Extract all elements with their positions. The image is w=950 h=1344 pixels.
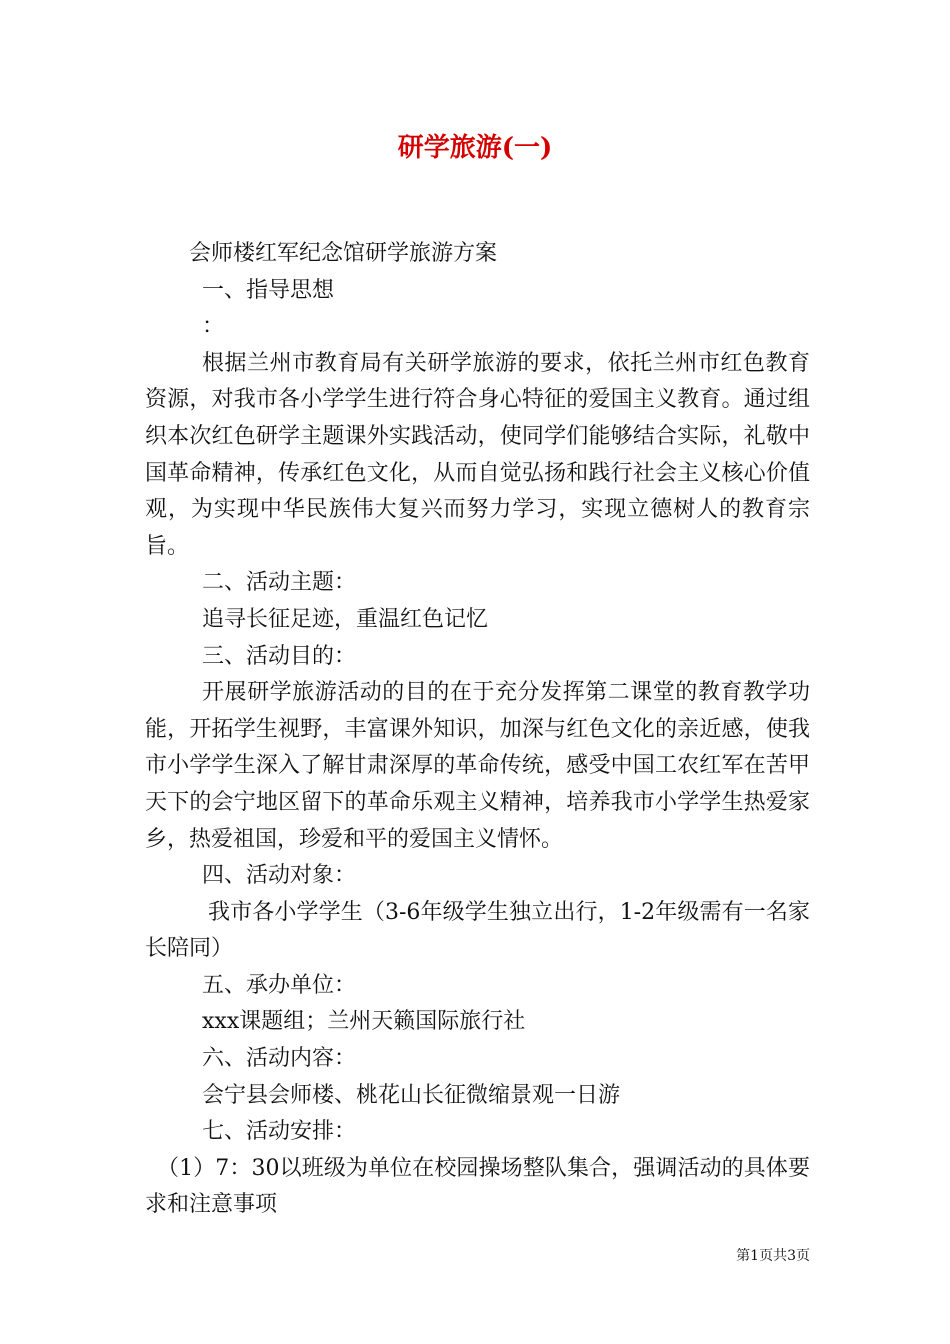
paragraph-theme: 追寻长征足迹，重温红色记忆 — [202, 606, 489, 632]
colon-line: ： — [202, 314, 225, 340]
section-heading-7: 七、活动安排： — [202, 1119, 357, 1145]
section-heading-6: 六、活动内容： — [202, 1046, 357, 1072]
section-heading-4: 四、活动对象： — [202, 863, 357, 889]
section-heading-1: 一、指导思想 — [202, 277, 335, 303]
paragraph-guiding-idea: 根据兰州市教育局有关研学旅游的要求，依托兰州市红色教育资源，对我市各小学学生进行符合身心特征的爱国主义教育。通过组织本次红色研学主题课外实践活动，使同学们能够结合实际，礼敬中国革命精神，传承红色文化，从而自觉弘扬和践行社会主义核心价值观，为实现中华民族伟大复兴而努力学习，实现立德树人的教育宗旨。 — [145, 350, 810, 559]
page-number: 第1页共3页 — [736, 1248, 810, 1264]
paragraph-purpose: 开展研学旅游活动的目的在于充分发挥第二课堂的教育教学功能，开拓学生视野，丰富课外知识，加深与红色文化的亲近感，使我市小学学生深入了解甘肃深厚的革命传统，感受中国工农红军在苦甲天下的会宁地区留下的革命乐观主义精神，培养我市小学学生热爱家乡，热爱祖国，珍爱和平的爱国主义情怀。 — [145, 680, 810, 852]
paragraph-content: 会宁县会师楼、桃花山长征微缩景观一日游 — [202, 1082, 621, 1108]
paragraph-organizer: xxx课题组；兰州天籁国际旅行社 — [202, 1009, 526, 1035]
document-title: 研学旅游(一) — [397, 133, 553, 163]
paragraph-schedule-1: （1）7：30以班级为单位在校园操场整队集合，强调活动的具体要求和注意事项 — [145, 1155, 810, 1218]
section-heading-3: 三、活动目的： — [202, 643, 357, 669]
section-heading-5: 五、承办单位： — [202, 972, 357, 998]
section-heading-2: 二、活动主题： — [202, 570, 357, 596]
plan-heading: 会师楼红军纪念馆研学旅游方案 — [189, 241, 498, 266]
paragraph-target: 我市各小学学生（3-6年级学生独立出行，1-2年级需有一名家长陪同） — [145, 899, 810, 962]
document-body — [145, 236, 810, 1224]
